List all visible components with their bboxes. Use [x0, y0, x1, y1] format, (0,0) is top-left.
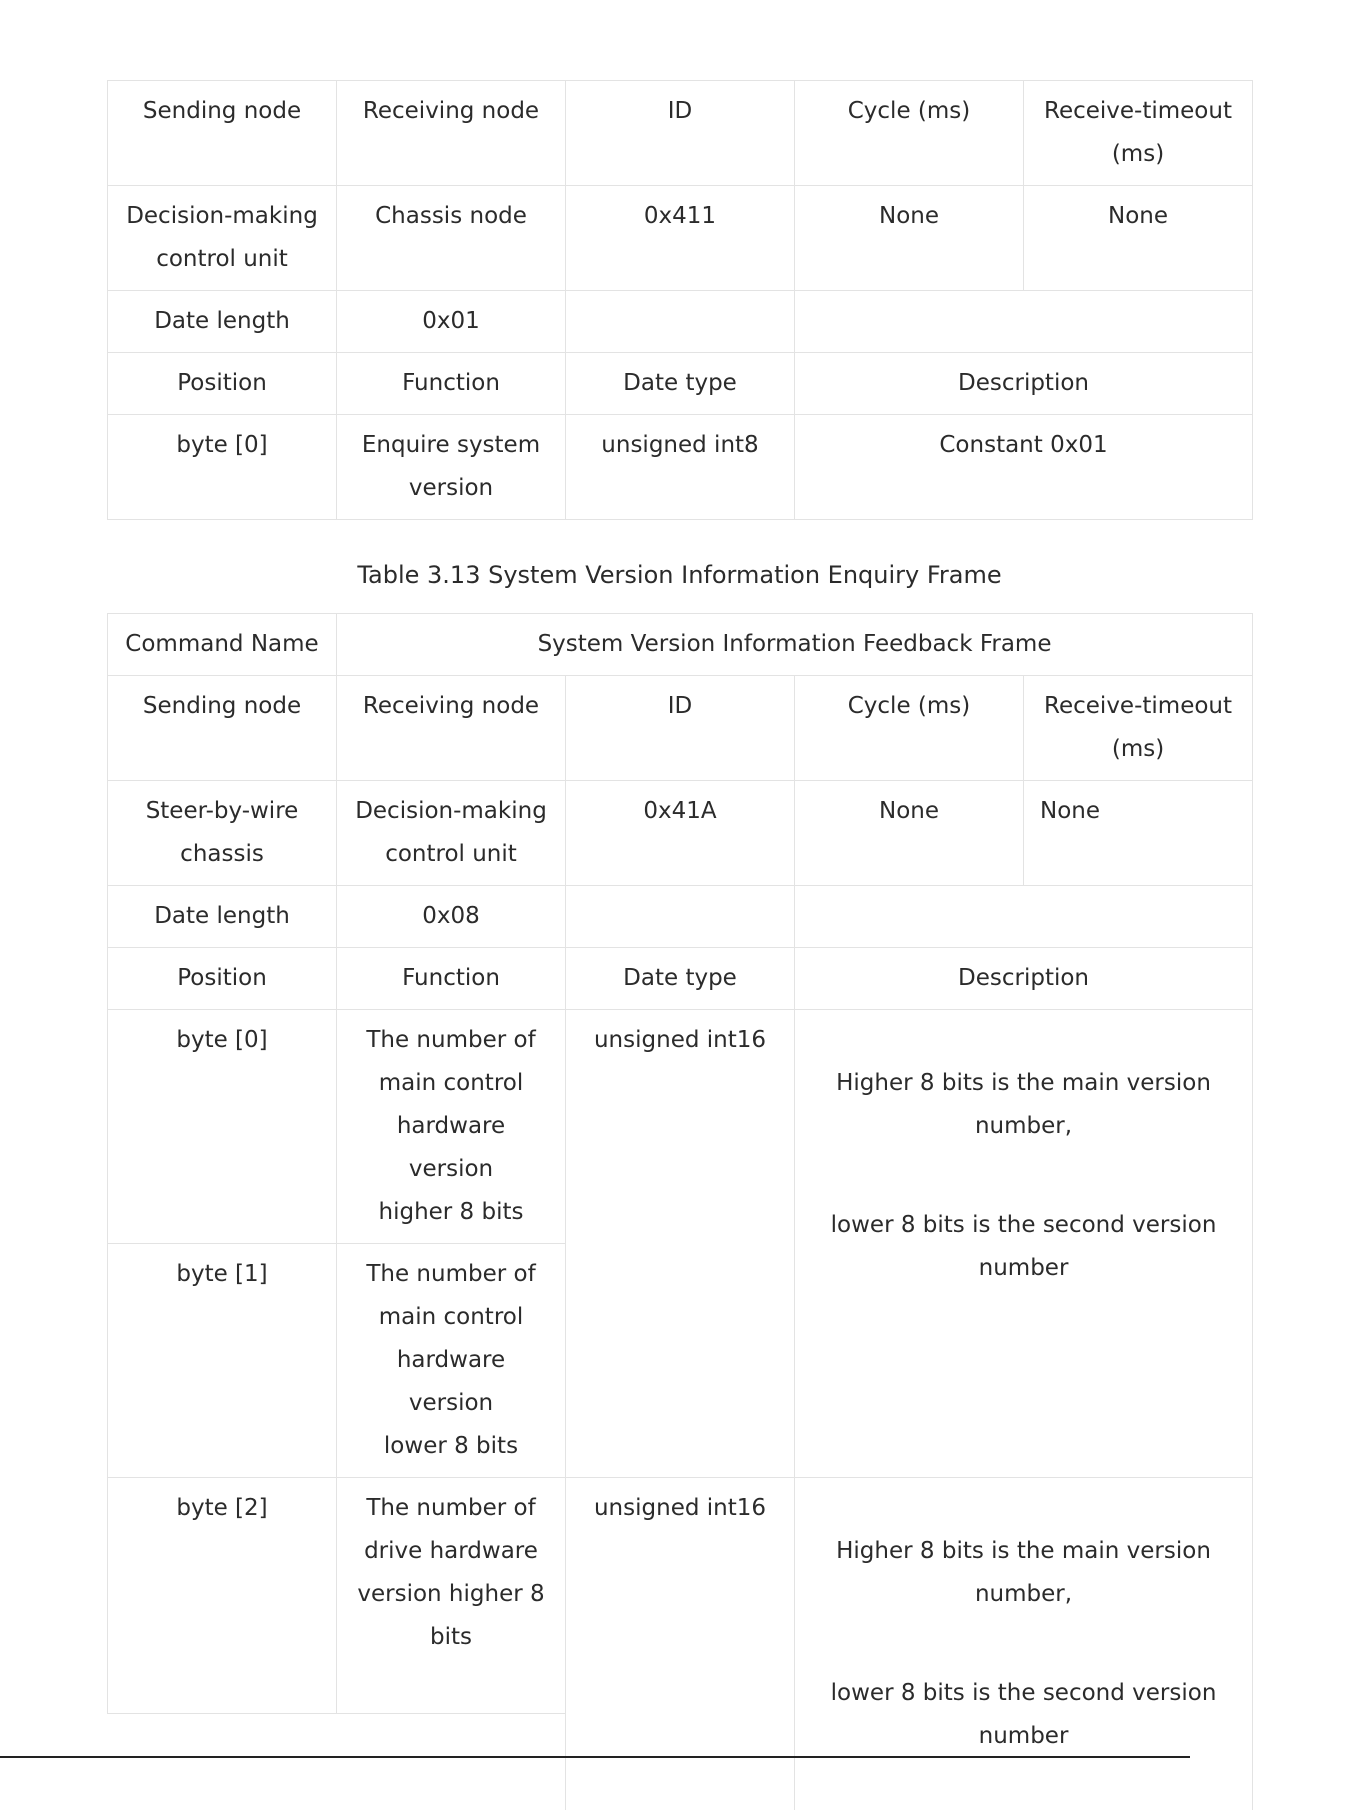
position-cell: byte [0]	[108, 415, 337, 520]
command-name-value: System Version Information Feedback Frame	[337, 614, 1253, 676]
header-receive-timeout: Receive-timeout (ms)	[1024, 676, 1253, 781]
description-cell	[795, 1010, 1253, 1478]
date-type-cell: unsigned int16	[566, 1478, 795, 1810]
receiving-node-value: Decision-making control unit	[337, 781, 566, 886]
table-row	[108, 948, 1253, 1010]
table-row	[108, 676, 1253, 781]
description-second: lower 8 bits is the second version number	[811, 1672, 1236, 1758]
empty-cell	[108, 1713, 566, 1810]
col-function: Function	[337, 353, 566, 415]
date-length-value: 0x01	[337, 291, 566, 353]
id-value: 0x411	[566, 186, 795, 291]
header-receiving-node: Receiving node	[337, 81, 566, 186]
header-id: ID	[566, 676, 795, 781]
description-cell: Constant 0x01	[795, 415, 1253, 520]
description-second: lower 8 bits is the second version number	[811, 1204, 1236, 1290]
col-date-type: Date type	[566, 353, 795, 415]
table-caption: Table 3.13 System Version Information Enquiry Frame	[107, 555, 1252, 595]
header-id: ID	[566, 81, 795, 186]
date-length-value: 0x08	[337, 886, 566, 948]
function-cell: The number of drive hardware version higher 8 bits	[337, 1478, 566, 1714]
table-row	[108, 353, 1253, 415]
sending-node-value: Steer-by-wire chassis	[108, 781, 337, 886]
col-position: Position	[108, 353, 337, 415]
position-cell: byte [1]	[108, 1244, 337, 1478]
empty-cell	[795, 291, 1253, 353]
date-type-cell: unsigned int16	[566, 1010, 795, 1478]
col-description: Description	[795, 353, 1253, 415]
header-sending-node: Sending node	[108, 676, 337, 781]
table-row	[108, 781, 1253, 886]
sending-node-value: Decision-making control unit	[108, 186, 337, 291]
cycle-value: None	[795, 186, 1024, 291]
table-row	[108, 614, 1253, 676]
header-receive-timeout: Receive-timeout (ms)	[1024, 81, 1253, 186]
empty-cell	[795, 886, 1253, 948]
header-sending-node: Sending node	[108, 81, 337, 186]
feedback-frame-table	[107, 613, 1253, 1810]
date-length-label: Date length	[108, 886, 337, 948]
table-row	[108, 186, 1253, 291]
table-row	[108, 1478, 1253, 1714]
col-description: Description	[795, 948, 1253, 1010]
date-type-cell: unsigned int8	[566, 415, 795, 520]
description-main: Higher 8 bits is the main version number,	[811, 1062, 1236, 1148]
col-position: Position	[108, 948, 337, 1010]
table-row	[108, 1010, 1253, 1244]
table-row	[108, 415, 1253, 520]
table-row	[108, 81, 1253, 186]
empty-cell	[566, 291, 795, 353]
receive-timeout-value: None	[1024, 186, 1253, 291]
header-cycle: Cycle (ms)	[795, 676, 1024, 781]
page-bottom-rule	[0, 1756, 1190, 1758]
description-cell	[795, 1478, 1253, 1810]
col-function: Function	[337, 948, 566, 1010]
cycle-value: None	[795, 781, 1024, 886]
receiving-node-value: Chassis node	[337, 186, 566, 291]
function-cell: The number of main control hardware version higher 8 bits	[337, 1010, 566, 1244]
position-cell: byte [2]	[108, 1478, 337, 1714]
header-receiving-node: Receiving node	[337, 676, 566, 781]
position-cell: byte [0]	[108, 1010, 337, 1244]
function-cell: Enquire system version	[337, 415, 566, 520]
command-name-label: Command Name	[108, 614, 337, 676]
receive-timeout-value: None	[1024, 781, 1253, 886]
function-cell: The number of main control hardware version lower 8 bits	[337, 1244, 566, 1478]
description-main: Higher 8 bits is the main version number,	[811, 1530, 1236, 1616]
table-row	[108, 886, 1253, 948]
empty-cell	[566, 886, 795, 948]
header-cycle: Cycle (ms)	[795, 81, 1024, 186]
col-date-type: Date type	[566, 948, 795, 1010]
date-length-label: Date length	[108, 291, 337, 353]
table-row	[108, 291, 1253, 353]
id-value: 0x41A	[566, 781, 795, 886]
enquiry-frame-table	[107, 80, 1253, 520]
